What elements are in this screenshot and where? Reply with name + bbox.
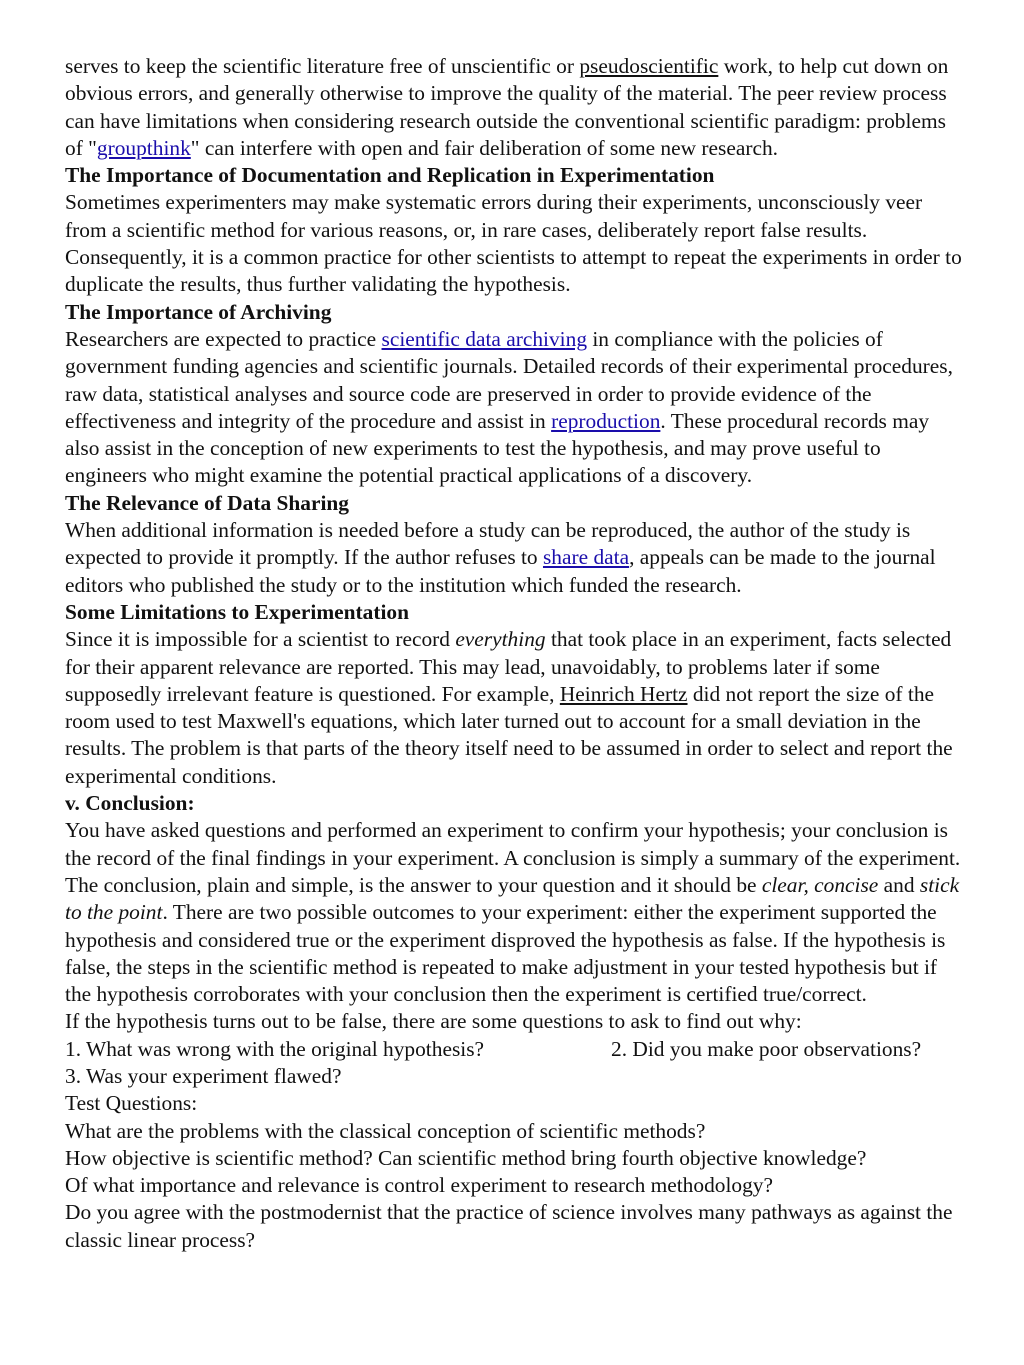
archiving-paragraph: Researchers are expected to practice scientific data archiving in compliance with the policies of government funding agencies and scientific journals. Detailed records of their experimental procedures, raw data, statistical analyses and source code are preserved in order to provide evidence of the effectiveness and integrity of the procedure and assist in reproduction. These procedural records may also assist in the conception of new experiments to test the hypothesis, and may prove useful to engineers who might examine the potential practical applications of a discovery. bbox=[65, 326, 953, 488]
question-2: 2. Did you make poor observations? bbox=[611, 1036, 922, 1061]
conclusion-heading: v. Conclusion: bbox=[65, 791, 195, 816]
test-questions-label: Test Questions: bbox=[65, 1091, 198, 1116]
question-row bbox=[65, 1036, 964, 1063]
test-question: How objective is scientific method? Can scientific method bring fourth objective knowledge? bbox=[65, 1145, 867, 1170]
reproduction-link[interactable]: reproduction bbox=[551, 408, 661, 433]
test-question: What are the problems with the classical conception of scientific methods? bbox=[65, 1118, 706, 1143]
question-1: 1. What was wrong with the original hypothesis? bbox=[65, 1036, 485, 1061]
data-sharing-heading: The Relevance of Data Sharing bbox=[65, 490, 350, 515]
test-question: Of what importance and relevance is control experiment to research methodology? bbox=[65, 1173, 773, 1198]
false-hypothesis-intro: If the hypothesis turns out to be false, there are some questions to ask to find out why: bbox=[65, 1009, 802, 1034]
limitations-heading: Some Limitations to Experimentation bbox=[65, 599, 410, 624]
test-question: Do you agree with the postmodernist that the practice of science involves many pathways as against the classic linear process? bbox=[65, 1200, 953, 1252]
pseudoscientific-link[interactable]: pseudoscientific bbox=[579, 54, 719, 78]
documentation-replication-paragraph: Sometimes experimenters may make systematic errors during their experiments, unconsciously veer from a scientific method for various reasons, or, in rare cases, deliberately report false results. Consequently, it is a common practice for other scientists to attempt to repeat the experiments in order to duplicate the results, thus further validating the hypothesis. bbox=[65, 190, 962, 297]
conclusion-paragraph: You have asked questions and performed an experiment to confirm your hypothesis; your conclusion is the record of the final findings in your experiment. A conclusion is simply a summary of the experiment. The conclusion, plain and simple, is the answer to your question and it should be clear, concise and stick to the point. There are two possible outcomes to your experiment: either the experiment supported the hypothesis and considered true or the experiment disproved the hypothesis as false. If the hypothesis is false, the steps in the scientific method is repeated to make adjustment in your tested hypothesis but if the hypothesis corroborates with your conclusion then the experiment is certified true/correct. bbox=[65, 818, 961, 1007]
question-3: 3. Was your experiment flawed? bbox=[65, 1063, 342, 1088]
limitations-paragraph: Since it is impossible for a scientist to record everything that took place in an experiment, facts selected for their apparent relevance are reported. This may lead, unavoidably, to problems later if some supposedly irrelevant feature is questioned. For example, Heinrich Hertz did not report the size of the room used to test Maxwell's equations, which later turned out to account for a small deviation in the results. The problem is that parts of the theory itself need to be assumed in order to select and report the experimental conditions. bbox=[65, 627, 953, 788]
groupthink-link[interactable]: groupthink bbox=[96, 135, 191, 160]
share-data-link[interactable]: share data bbox=[542, 545, 630, 570]
data-sharing-paragraph: When additional information is needed before a study can be reproduced, the author of the study is expected to provide it promptly. If the author refuses to share data, appeals can be made to the journal editors who published the study or to the institution which funded the research. bbox=[65, 518, 936, 597]
documentation-replication-heading: The Importance of Documentation and Replication in Experimentation bbox=[65, 163, 715, 188]
scientific-data-archiving-link[interactable]: scientific data archiving bbox=[381, 326, 588, 351]
archiving-heading: The Importance of Archiving bbox=[65, 299, 332, 324]
heinrich-hertz-link[interactable]: Heinrich Hertz bbox=[559, 681, 688, 706]
peer-review-paragraph: serves to keep the scientific literature free of unscientific or pseudoscientific work, to help cut down on obvious errors, and generally otherwise to improve the quality of the material. The peer review process can have limitations when considering research outside the conventional scientific paradigm: problems of "groupthink" can interfere with open and fair deliberation of some new research. bbox=[65, 54, 949, 160]
